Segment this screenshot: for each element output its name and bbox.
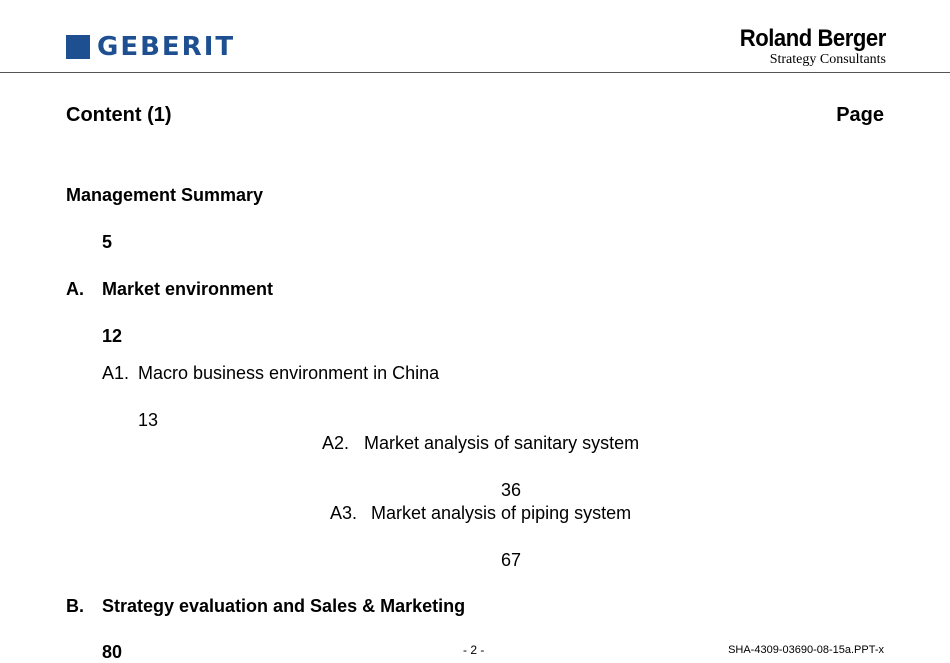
- toc-a1-page: 13: [138, 410, 159, 430]
- roland-berger-logo: [727, 26, 886, 68]
- toc-section-b-letter: B.: [66, 596, 84, 616]
- footer-document-id: SHA-4309-03690-08-15a.PPT-x: [728, 644, 884, 656]
- toc-section-b-page: 80: [102, 642, 123, 662]
- toc-section-b-label: Strategy evaluation and Sales & Marketing: [102, 596, 466, 616]
- toc-management-summary-label: Management Summary: [66, 185, 264, 205]
- toc-a1-label: Macro business environment in China: [138, 363, 440, 383]
- toc-a2-number: A2.: [322, 433, 350, 453]
- header-rule: [0, 72, 950, 73]
- toc-a1-number: A1.: [102, 363, 130, 383]
- toc-a3-label: Market analysis of piping system: [371, 503, 632, 523]
- roland-berger-name: Roland Berger: [739, 25, 886, 52]
- toc-a2-label: Market analysis of sanitary system: [364, 433, 640, 453]
- toc-section-a-page: 12: [102, 326, 123, 346]
- toc-section-a-label: Market environment: [102, 279, 274, 299]
- toc-a2-page: 36: [501, 480, 522, 500]
- geberit-logo-text: GEBERIT: [97, 32, 236, 62]
- toc-management-summary-page: 5: [102, 232, 113, 252]
- footer-page-number: - 2 -: [463, 643, 485, 657]
- geberit-logo: [66, 34, 235, 60]
- geberit-square-icon: [66, 35, 90, 59]
- toc-a3-page: 67: [501, 550, 522, 570]
- toc-section-a-letter: A.: [66, 279, 84, 299]
- page-column-header: Page: [836, 104, 884, 126]
- toc-a3-number: A3.: [330, 503, 358, 523]
- page-title: Content (1): [66, 104, 172, 126]
- roland-berger-subtitle: Strategy Consultants: [769, 52, 886, 67]
